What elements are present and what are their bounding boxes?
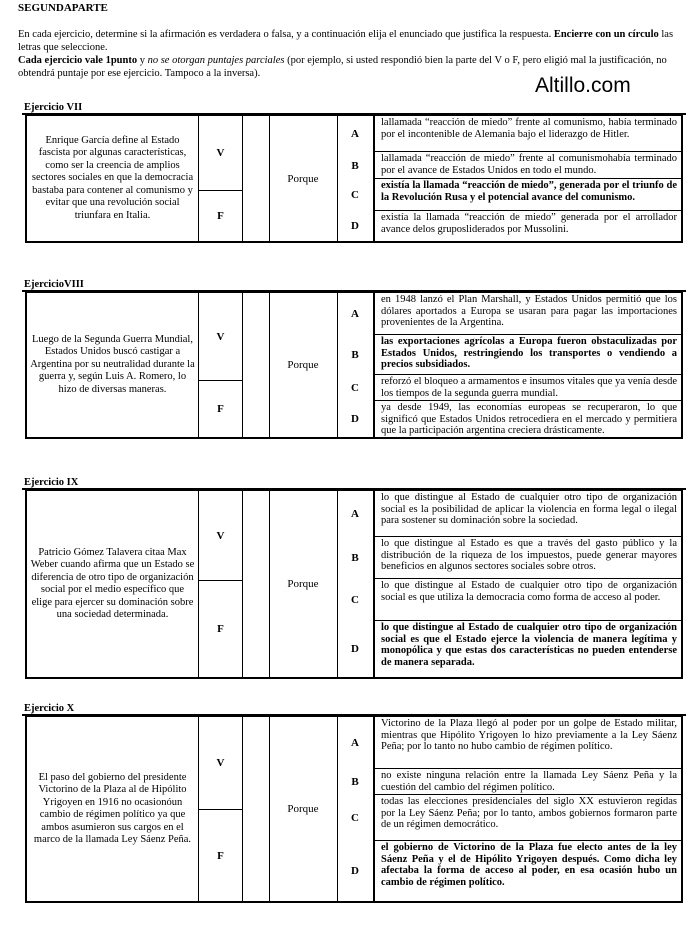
- exercise-title: Ejercicio X: [24, 703, 75, 714]
- option-letter-a[interactable]: A: [337, 491, 375, 537]
- option-text-a: lallamada “reacción de miedo” frente al comunismo, había terminado por el incontenible de Alemania bajo el liderazgo de Hitler.: [375, 116, 681, 152]
- option-row-c: [337, 795, 681, 841]
- instructions-emphasis-1: Encierre con un círculo: [553, 29, 659, 40]
- option-row-a: [337, 116, 681, 152]
- exercise-table: [25, 291, 683, 439]
- answer-gap: [243, 717, 270, 901]
- option-row-b: [337, 769, 681, 795]
- option-text-b: lo que distingue al Estado es que a través del gasto público y la distribución de la riqueza de los impuestos, puede generar mayores beneficios en algunos sectores sociales sobre otros.: [375, 537, 681, 579]
- false-option[interactable]: F: [199, 810, 243, 901]
- exercise-title: Ejercicio IX: [24, 477, 79, 488]
- option-text-c: lo que distingue al Estado de cualquier otro tipo de organización social es que utiliza la democracia como forma de acceso al poder.: [375, 579, 681, 621]
- option-letter-c[interactable]: C: [337, 795, 375, 841]
- instructions-emphasis-3: no se otorgan puntajes parciales: [147, 55, 285, 66]
- option-letter-b[interactable]: B: [337, 537, 375, 579]
- exercise-statement: El paso del gobierno del presidente Victorino de la Plaza al de Hipólito Yrigoyen en 1916 no ocasionóun cambio de régimen político ya que ambos asumieron sus cargos en el marco de la llamada Ley Sáenz Peña.: [27, 717, 199, 901]
- option-text-b: las exportaciones agrícolas a Europa fueron obstaculizadas por Estados Unidos, restringiendo los transportes o vendiendo a precios subsidiados.: [375, 335, 681, 375]
- option-text-b: lallamada “reacción de miedo” frente al comunismohabía terminado por el avance de Estados Unidos en todo el mundo.: [375, 152, 681, 179]
- option-row-d: [337, 841, 681, 901]
- option-letter-b[interactable]: B: [337, 769, 375, 795]
- option-text-c: reforzó el bloqueo a armamentos e insumos vitales que ya venía desde los tiempos de la segunda guerra mundial.: [375, 375, 681, 401]
- option-letter-d[interactable]: D: [337, 841, 375, 901]
- option-letter-b[interactable]: B: [337, 335, 375, 375]
- option-text-b: no existe ninguna relación entre la llamada Ley Sáenz Peña y la cuestión del cambio del régimen político.: [375, 769, 681, 795]
- porque-label: Porque: [269, 491, 338, 677]
- option-text-c: existía la llamada “reacción de miedo”, generada por el triunfo de la Revolución Rusa y el potencial avance del comunismo.: [375, 179, 681, 211]
- option-letter-d[interactable]: D: [337, 401, 375, 437]
- exercise-table: [25, 715, 683, 903]
- site-logo: Altillo.com: [535, 74, 631, 97]
- false-option[interactable]: F: [199, 381, 243, 437]
- option-letter-c[interactable]: C: [337, 579, 375, 621]
- page-title: SEGUNDAPARTE: [18, 2, 108, 14]
- false-option[interactable]: F: [199, 581, 243, 677]
- option-letter-d[interactable]: D: [337, 621, 375, 677]
- option-letter-c[interactable]: C: [337, 375, 375, 401]
- option-letter-d[interactable]: D: [337, 211, 375, 241]
- answer-gap: [243, 293, 270, 437]
- option-text-d: el gobierno de Victorino de la Plaza fue electo antes de la ley Sáenz Peña y el de Hipólito Yrigoyen después. Como dicha ley afectaba la forma de acceso al poder, en esa ocasión hubo un cambio de régimen político.: [381, 842, 677, 888]
- instructions: [18, 28, 688, 80]
- instructions-text-2: las letras que seleccione.: [18, 29, 674, 53]
- porque-label: Porque: [269, 116, 338, 241]
- true-option[interactable]: V: [199, 293, 243, 381]
- exercise-title: EjercicioVIII: [24, 279, 84, 290]
- option-row-d: [337, 621, 681, 677]
- instructions-emphasis-2: Cada ejercicio vale 1punto: [18, 55, 138, 66]
- option-row-d: [337, 401, 681, 437]
- option-text-a: en 1948 lanzó el Plan Marshall, y Estados Unidos permitió que los dólares aportados a Europa se usaran para pagar las importaciones provenientes de la Argentina.: [375, 293, 681, 335]
- option-row-a: [337, 491, 681, 537]
- exercise-table: [25, 114, 683, 243]
- option-letter-a[interactable]: A: [337, 293, 375, 335]
- option-letter-a[interactable]: A: [337, 717, 375, 769]
- true-option[interactable]: V: [199, 491, 243, 581]
- option-row-a: [337, 293, 681, 335]
- option-row-b: [337, 335, 681, 375]
- exercise-statement: Enrique García define al Estado fascista por algunas características, como ser la creencia de amplios sectores sociales en que la democracia bastaba para contener al comunismo y evitar que una revolución social triunfara en Italia.: [27, 116, 199, 241]
- option-row-c: [337, 375, 681, 401]
- exercise-statement: Patricio Gómez Talavera citaa Max Weber cuando afirma que un Estado se diferencia de otro tipo de organización social por el medio específico que elige para ejercer su dominación sobre una sociedad determinada.: [27, 491, 199, 677]
- option-text-d: ya desde 1949, las economías europeas se recuperaron, lo que significó que Estados Unidos retrocediera en el mercado y permitiera que la participación argentina creciera drásticamente.: [381, 402, 677, 437]
- porque-label: Porque: [269, 293, 338, 437]
- option-text-a: Victorino de la Plaza llegó al poder por un golpe de Estado militar, mientras que Hipólito Yrigoyen lo hizo previamente a la Ley Sáenz Peña; por lo tanto no hubo cambio de régimen político.: [375, 717, 681, 769]
- option-text-c: todas las elecciones presidenciales del siglo XX estuvieron regidas por la Ley Sáenz Peña; por lo tanto, ambos gobiernos formaron parte de un régimen democrático.: [375, 795, 681, 841]
- option-letter-c[interactable]: C: [337, 179, 375, 211]
- option-row-c: [337, 179, 681, 211]
- option-text-d: existía la llamada “reacción de miedo” generada por el arrollador avance delos gruposliderados por Mussolini.: [381, 212, 677, 235]
- instructions-text-4: (por ejemplo, si usted respondió bien la parte del V o F, pero eligió mal la justificación, no obtendrá puntaje por ese ejercicio. Tampoco a la inversa).: [18, 55, 667, 79]
- exercise-table: [25, 489, 683, 679]
- answer-gap: [243, 116, 270, 241]
- true-option[interactable]: V: [199, 717, 243, 810]
- option-row-d: [337, 211, 681, 241]
- option-row-c: [337, 579, 681, 621]
- option-letter-b[interactable]: B: [337, 152, 375, 179]
- answer-gap: [243, 491, 270, 677]
- option-text-a: lo que distingue al Estado de cualquier otro tipo de organización social es la posibilidad de aplicar la violencia en forma legal o ilegal para sostener su dominación sobre la sociedad.: [375, 491, 681, 537]
- option-row-a: [337, 717, 681, 769]
- option-text-d: lo que distingue al Estado de cualquier otro tipo de organización social es que el Estado ejerce la violencia de manera legítima y monopólica y que estas dos características no pueden entenderse de manera separada.: [381, 622, 677, 668]
- false-option[interactable]: F: [199, 191, 243, 241]
- option-row-b: [337, 152, 681, 179]
- true-option[interactable]: V: [199, 116, 243, 191]
- exercise-statement: Luego de la Segunda Guerra Mundial, Estados Unidos buscó castigar a Argentina por su neutralidad durante la guerra y, según Luis A. Romero, lo hizo de diversas maneras.: [27, 293, 199, 437]
- option-row-b: [337, 537, 681, 579]
- instructions-text-3: y: [137, 55, 148, 66]
- porque-label: Porque: [269, 717, 338, 901]
- exercise-title: Ejercicio VII: [24, 102, 83, 113]
- option-letter-a[interactable]: A: [337, 116, 375, 152]
- instructions-text-1: En cada ejercicio, determine si la afirmación es verdadera o falsa, y a continuación elija el enunciado que justifica la respuesta.: [18, 29, 554, 40]
